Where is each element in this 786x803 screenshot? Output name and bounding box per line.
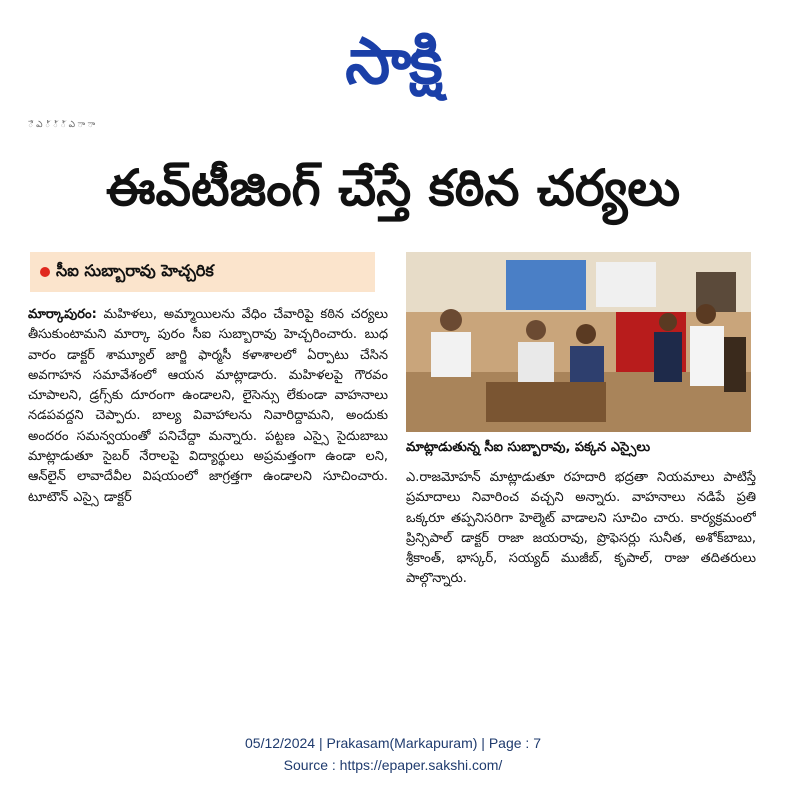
left-column-body: మహిళలు, అమ్మాయిలను వేధిం చేవారిపై కఠిన చర్యలు తీసుకుంటామని మార్కా పురం సీఐ సుబ్బారావు హెచ్చరించారు. బుధ వారం డాక్టర్ శామ్యూల్ జార్జి ఫార్మసీ కళాశాలలో ఏర్పాటు చేసిన అవగాహన సమావేశంలో ఆయన మాట్లాడారు. మహిళలపై గౌరవం చూపాలని, డ్రగ్స్‌కు దూరంగా ఉండాలని, లైసెన్సు లేకుండా వాహనాలు నడపవద్దని చెప్పారు. బాల్య వివాహాలను నివారిద్దామని, అందుకు అందరం సమన్వయంతో పనిచేద్దా మన్నారు. పట్టణ ఎస్సై సైదుబాబు మాట్లాడుతూ సైబర్ నేరాలపై విద్యార్థులు అప్రమత్తంగా ఉండా లని, ఆన్‌లైన్ లావాదేవీల విషయంలో జాగ్రత్తగా ఉండాలని సూచించారు. టూటౌన్ ఎస్సై డాక్టర్ — [28, 307, 388, 505]
dateline: మార్కాపురం: — [28, 307, 97, 322]
news-photo — [406, 252, 751, 432]
right-column-body: ఎ.రాజమోహన్ మాట్లాడుతూ రహదారి భద్రతా నియమాలు పాటిస్తే ప్రమాదాలు నివారించ వచ్చని అన్నారు. వాహనాలు నడిపే ప్రతి ఒక్కరూ తప్పనిసరిగా హెల్మెట్ వాడాలని సూచిం చారు. కార్యక్రమంలో ప్రిన్సిపాల్ డాక్టర్ రాజా జయరావు, ప్రొఫెసర్లు సునీత, అశోక్‌బాబు, శ్రీకాంత్, భాస్కర్, సయ్యద్ ముజీబ్, కృపాల్, రాజు తదితరులు పాల్గొన్నారు. — [406, 470, 756, 587]
photo-caption: మాట్లాడుతున్న సీఐ సుబ్బారావు, పక్కన ఎస్సైలు — [406, 440, 651, 455]
bullet-icon — [40, 267, 50, 277]
headline: ఈవ్‌టీజింగ్ చేస్తే కఠిన చర్యలు — [105, 159, 681, 217]
footer-source: Source : https://epaper.sakshi.com/ — [283, 757, 503, 773]
left-column — [28, 305, 388, 695]
sakshi-logo: సాక్షి — [345, 25, 441, 99]
footer-edition: 05/12/2024 | Prakasam(Markapuram) | Page : 7 — [245, 735, 541, 751]
source-footer — [0, 732, 786, 776]
right-column — [406, 468, 756, 708]
subheadline-box — [30, 252, 375, 292]
header-strip: ే ఎ ్ ్ ్ ఎ ా ా — [28, 120, 96, 130]
left-column-text — [28, 305, 388, 508]
news-clipping — [8, 120, 778, 710]
subheadline: సీఐ సుబ్బారావు హెచ్చరిక — [56, 260, 214, 280]
news-photo-illustration — [406, 252, 751, 432]
